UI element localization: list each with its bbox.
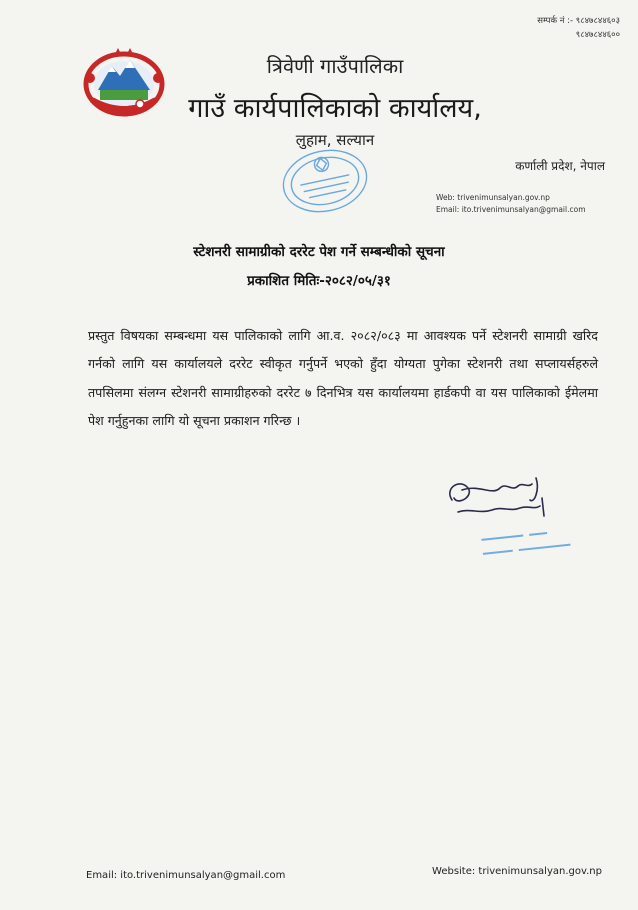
official-seal-icon [478,522,598,562]
province-name: कर्णाली प्रदेश, नेपाल [515,159,605,173]
footer-email: Email: ito.trivenimunsalyan@gmail.com [86,870,286,881]
contact-phone-2: ९८४७८४४६०० [575,30,620,40]
notice-heading: स्टेशनरी सामाग्रीको दररेट पेश गर्ने सम्बन्धीको सूचना [193,244,445,260]
publication-date: प्रकाशित मितिः-२०८२/०५/३१ [247,273,391,289]
municipality-name: त्रिवेणी गाउँपालिका [266,54,404,78]
contact-label: सम्पर्क नं :- [537,16,574,26]
contact-line-1 [470,14,620,28]
office-address: लुहाम, सल्यान [295,131,375,149]
notice-body: प्रस्तुत विषयका सम्बन्धमा यस पालिकाको लागि आ.व. २०८२/०८३ मा आवश्यक पर्ने स्टेशनरी सामाग्री खरिद गर्नको लागि यस कार्यालयले दररेट स्वीकृत गर्नुपर्ने भएको हुँदा योग्यता पुगेका स्टेशनरी तथा सप्लायर्सहरुले तपसिलमा संलग्न स्टेशनरी सामाग्रीहरुको दररेट ७ दिनभित्र यस कार्यालयमा हार्डकपी वा यस पालिकाको ईमेलमा पेश गर्नुहुनका लागि यो सूचना प्रकाशन गरिन्छ । [88,328,598,428]
nepal-emblem-icon [78,42,170,120]
header-email: Email: ito.trivenimunsalyan@gmail.com [436,205,586,214]
header-website: Web: trivenimunsalyan.gov.np [436,193,550,202]
footer-website: Website: trivenimunsalyan.gov.np [432,866,602,877]
contact-numbers [470,14,620,42]
office-stamp-icon [278,142,372,220]
contact-phone-1: ९८४७८४४६०३ [575,16,620,26]
office-name: गाउँ कार्यपालिकाको कार्यालय, [188,93,482,124]
header-contact [436,192,616,216]
